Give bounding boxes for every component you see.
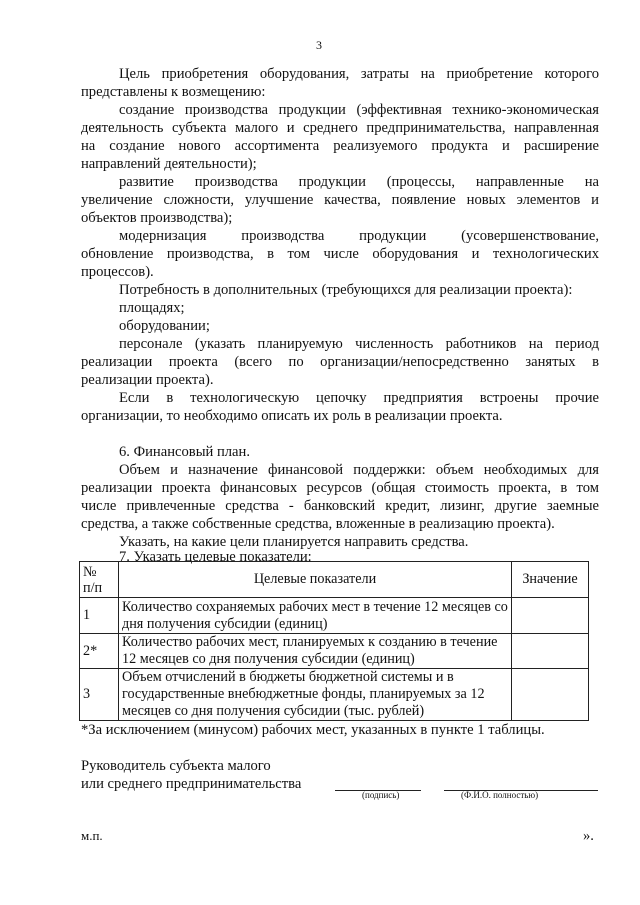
table-row xyxy=(80,634,589,669)
row-number: 1 xyxy=(80,598,119,634)
indicators-footnote: *За исключением (минусом) рабочих мест, указанных в пункте 1 таблицы. xyxy=(81,722,545,738)
row-value xyxy=(512,634,589,669)
purpose-item2-line-2: увеличение сложности, улучшение качества, появление новых элементов и xyxy=(81,192,599,208)
row-indicator: Количество рабочих мест, планируемых к созданию в течение 12 месяцев со дня получения субсидии (единиц) xyxy=(119,634,512,669)
row-number: 2* xyxy=(80,634,119,669)
column-header-number: № п/п xyxy=(80,562,119,598)
needs-areas: площадях; xyxy=(119,300,185,316)
row-number: 3 xyxy=(80,669,119,721)
finance-heading: 6. Финансовый план. xyxy=(119,444,250,460)
table-header-row xyxy=(80,562,589,598)
signature-caption: (подпись) xyxy=(362,790,400,800)
finance-text-line-2: реализации проекта финансовых ресурсов (общая стоимость проекта, в том xyxy=(81,480,599,496)
purpose-item1-line-2: деятельность субъекта малого и среднего предпринимательства, направленная xyxy=(81,120,599,136)
purpose-intro-line-1: Цель приобретения оборудования, затраты на приобретение которого xyxy=(119,66,599,82)
purpose-item3-line-2: обновление производства, в том числе оборудования и технологических xyxy=(81,246,599,262)
needs-chain-line-1: Если в технологическую цепочку предприятия встроены прочие xyxy=(119,390,599,406)
stamp-label: м.п. xyxy=(81,828,103,843)
table-row xyxy=(80,669,589,721)
needs-chain-line-2: организации, то необходимо описать их роль в реализации проекта. xyxy=(81,408,503,424)
needs-staff-line-2: реализации проекта (всего по организации/непосредственно занятых в xyxy=(81,354,599,370)
purpose-item3-line-1: модернизация производства продукции (усовершенствование, xyxy=(119,228,599,244)
signature-line-2: или среднего предпринимательства xyxy=(81,776,302,792)
purpose-item2-line-3: объектов производства); xyxy=(81,210,233,226)
purpose-item3-line-3: процессов). xyxy=(81,264,154,280)
purpose-item1-line-4: направлений деятельности); xyxy=(81,156,257,172)
row-value xyxy=(512,598,589,634)
closing-quote: ». xyxy=(583,828,594,844)
row-value xyxy=(512,669,589,721)
purpose-item1-line-1: создание производства продукции (эффективная технико-экономическая xyxy=(119,102,599,118)
table-row xyxy=(80,598,589,634)
needs-equipment: оборудовании; xyxy=(119,318,210,334)
row-indicator: Объем отчислений в бюджеты бюджетной системы и в государственные внебюджетные фонды, планируемых за 12 месяцев со дня получения субсидии (тыс. рублей) xyxy=(119,669,512,721)
name-caption: (Ф.И.О. полностью) xyxy=(461,790,539,800)
needs-staff-line-3: реализации проекта). xyxy=(81,372,214,388)
column-header-value: Значение xyxy=(512,562,589,598)
column-header-indicators: Целевые показатели xyxy=(119,562,512,598)
finance-text-line-1: Объем и назначение финансовой поддержки: объем необходимых для xyxy=(119,462,599,478)
finance-text-line-3: числе привлеченные средства - банковский кредит, лизинг, другие заемные xyxy=(81,498,599,514)
purpose-intro-line-2: представлены к возмещению: xyxy=(81,84,266,100)
purpose-item1-line-3: на создание нового ассортимента реализуемого продукта и расширение xyxy=(81,138,599,154)
needs-staff-line-1: персонале (указать планируемую численность работников на период xyxy=(119,336,599,352)
row-indicator: Количество сохраняемых рабочих мест в течение 12 месяцев со дня получения субсидии (единиц) xyxy=(119,598,512,634)
indicators-heading: 7. Указать целевые показатели: xyxy=(119,549,312,565)
purpose-item2-line-1: развитие производства продукции (процессы, направленные на xyxy=(119,174,599,190)
finance-targets: Указать, на какие цели планируется направить средства. xyxy=(119,534,469,550)
needs-intro: Потребность в дополнительных (требующихся для реализации проекта): xyxy=(119,282,573,298)
finance-text-line-4: средства, а также собственные средства, вложенные в реализацию проекта). xyxy=(81,516,555,532)
indicators-table xyxy=(79,561,589,721)
signature-line-1: Руководитель субъекта малого xyxy=(81,758,271,774)
page-number: 3 xyxy=(316,38,322,52)
